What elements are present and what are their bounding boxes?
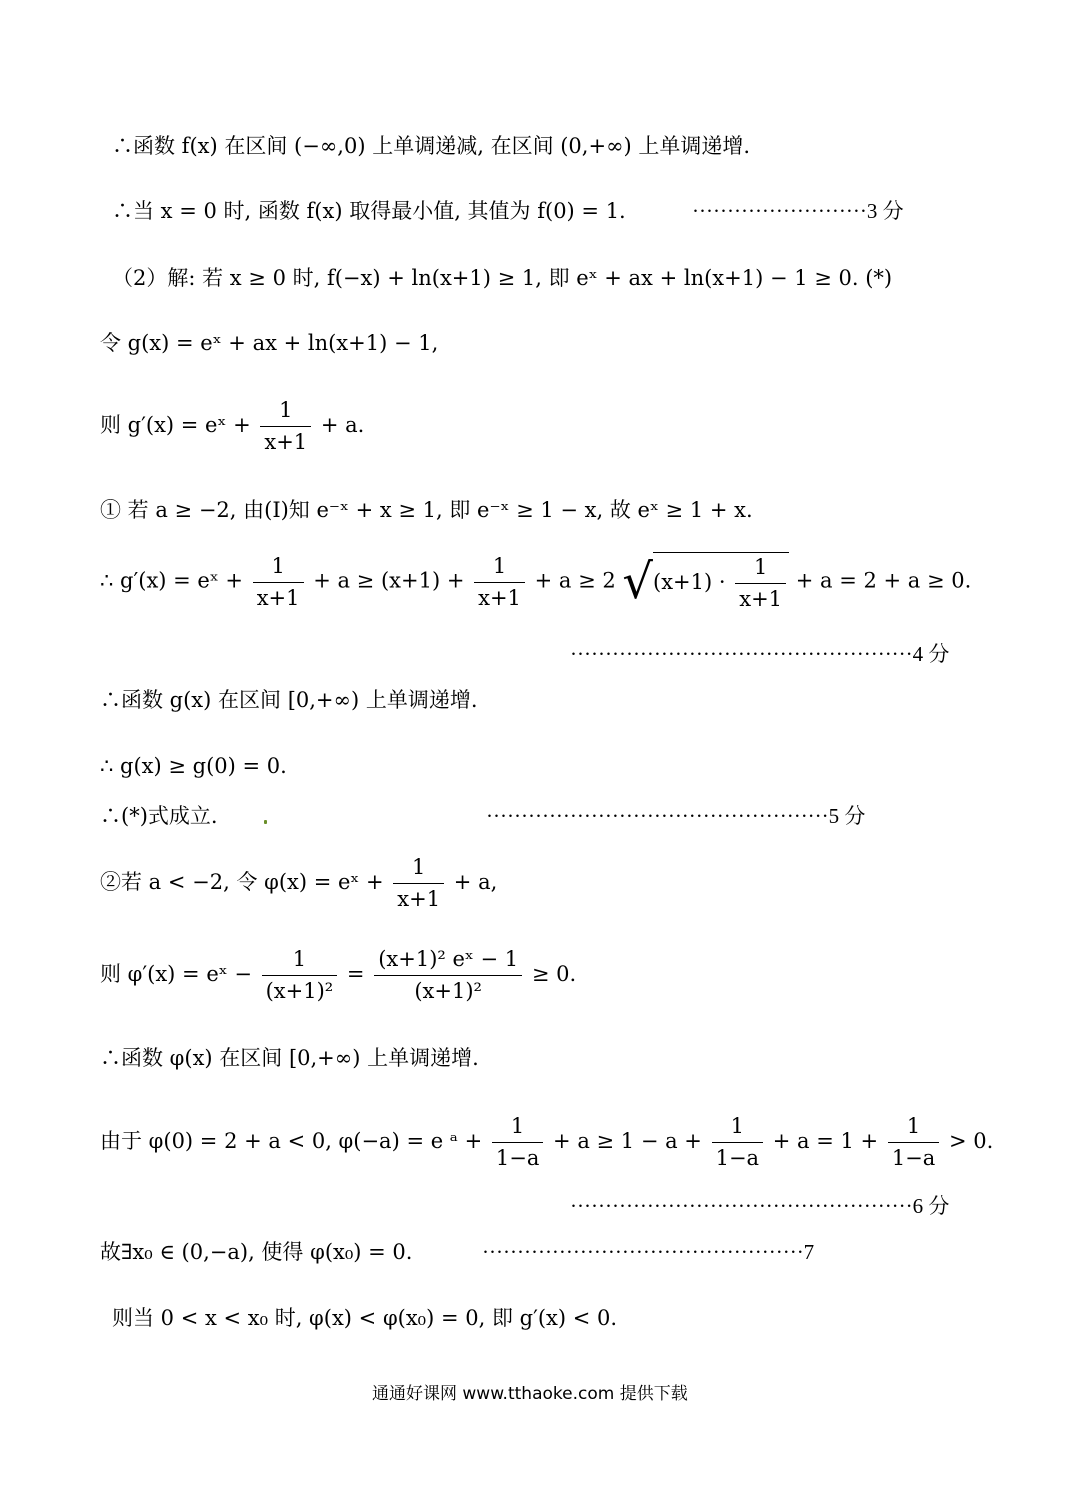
radicand [653,552,789,612]
expr-text: + a = 2 + a ≥ 0. [795,568,972,593]
fraction [262,947,338,1004]
score-marker-5: ·················································5 分 [486,804,866,828]
fraction-denominator: (x+1)² [414,979,482,1004]
fraction [374,947,522,1004]
expr-text: ≥ 0. [531,962,577,987]
text-line-case1-inequality [100,552,971,612]
fraction [735,555,786,612]
fraction-denominator: x+1 [478,585,521,610]
fraction-numerator: 1 [712,1114,763,1143]
text-line-case2-define-phi [100,855,497,912]
fraction-denominator: x+1 [256,585,300,610]
text-line-case1: ① 若 a ≥ −2, 由(Ⅰ)知 e⁻ˣ + x ≥ 1, 即 e⁻ˣ ≥ 1 − x, 故 eˣ ≥ 1 + x. [100,498,753,522]
fraction-denominator: 1−a [891,1146,936,1171]
expr-text: + a = 1 + [772,1129,879,1154]
stray-mark [264,820,267,824]
expr-text: 则 φ′(x) = eˣ − [100,962,252,987]
square-root [622,552,789,612]
fraction-numerator: 1 [253,554,304,583]
expr-text: + a. [320,413,365,438]
fraction-denominator: (x+1)² [265,979,334,1004]
fraction-numerator: 1 [735,555,786,584]
text-line-monotonic-f: ∴函数 f(x) 在区间 (−∞,0) 上单调递减, 在区间 (0,+∞) 上单调递增. [112,134,751,158]
score-marker-3: ·························3 分 [692,199,904,223]
text-line-phi-increasing: ∴函数 φ(x) 在区间 [0,+∞) 上单调递增. [100,1046,479,1070]
fraction-numerator: 1 [393,855,444,884]
text-line-phi-values [100,1114,993,1171]
expr-text: (x+1) · [653,570,726,595]
fraction-denominator: 1−a [495,1146,540,1171]
expr-text: > 0. [948,1129,994,1154]
expr-text: + a ≥ 2 [534,568,616,593]
fraction-numerator: (x+1)² eˣ − 1 [374,947,522,976]
expr-text: + a ≥ (x+1) + [313,568,465,593]
expr-text: = [346,962,365,987]
score-marker-4: ·················································4 分 [570,642,950,666]
fraction [492,1114,543,1171]
fraction-numerator: 1 [474,554,525,583]
text-line-exists-x0: 故∃x₀ ∈ (0,−a), 使得 φ(x₀) = 0. [100,1240,413,1264]
score-marker-6: ·················································6 分 [570,1194,950,1218]
text-line-g-derivative [100,398,364,455]
expr-text: 则 g′(x) = eˣ + [100,413,251,438]
fraction [474,554,525,611]
expr-text: + a, [453,870,498,895]
fraction [712,1114,763,1171]
expr-text: ∴ g′(x) = eˣ + [100,568,244,593]
fraction-denominator: x+1 [264,430,308,455]
fraction-denominator: x+1 [397,887,441,912]
fraction-numerator: 1 [888,1114,939,1143]
text-line-part2-condition: （2）解: 若 x ≥ 0 时, f(−x) + ln(x+1) ≥ 1, 即 eˣ + ax + ln(x+1) − 1 ≥ 0. (*) [112,266,893,290]
text-line-g-increasing: ∴函数 g(x) 在区间 [0,+∞) 上单调递增. [100,688,478,712]
radical-sign: √ [622,554,653,611]
text-line-star-holds: ∴(*)式成立. [100,804,218,828]
fraction-numerator: 1 [262,947,338,976]
text-line-g-bound: ∴ g(x) ≥ g(0) = 0. [100,754,287,778]
fraction [253,554,304,611]
text-line-define-g: 令 g(x) = eˣ + ax + ln(x+1) − 1, [100,331,439,355]
text-line-minimum-f: ∴当 x = 0 时, 函数 f(x) 取得最小值, 其值为 f(0) = 1. [112,199,626,223]
page-footer: 通通好课网 www.tthaoke.com 提供下载 [372,1384,688,1404]
score-marker-7: ··············································7 [482,1240,815,1264]
fraction [888,1114,939,1171]
expr-text: ②若 a < −2, 令 φ(x) = eˣ + [100,870,384,895]
fraction-numerator: 1 [492,1114,543,1143]
expr-text: 由于 φ(0) = 2 + a < 0, φ(−a) = e ᵃ + [100,1129,483,1154]
text-line-phi-derivative [100,947,576,1004]
fraction-denominator: x+1 [739,587,783,612]
text-line-g-derivative-negative: 则当 0 < x < x₀ 时, φ(x) < φ(x₀) = 0, 即 g′(x) < 0. [112,1306,618,1330]
fraction-numerator: 1 [260,398,311,427]
fraction [260,398,311,455]
fraction-denominator: 1−a [715,1146,760,1171]
expr-text: + a ≥ 1 − a + [553,1129,702,1154]
fraction [393,855,444,912]
